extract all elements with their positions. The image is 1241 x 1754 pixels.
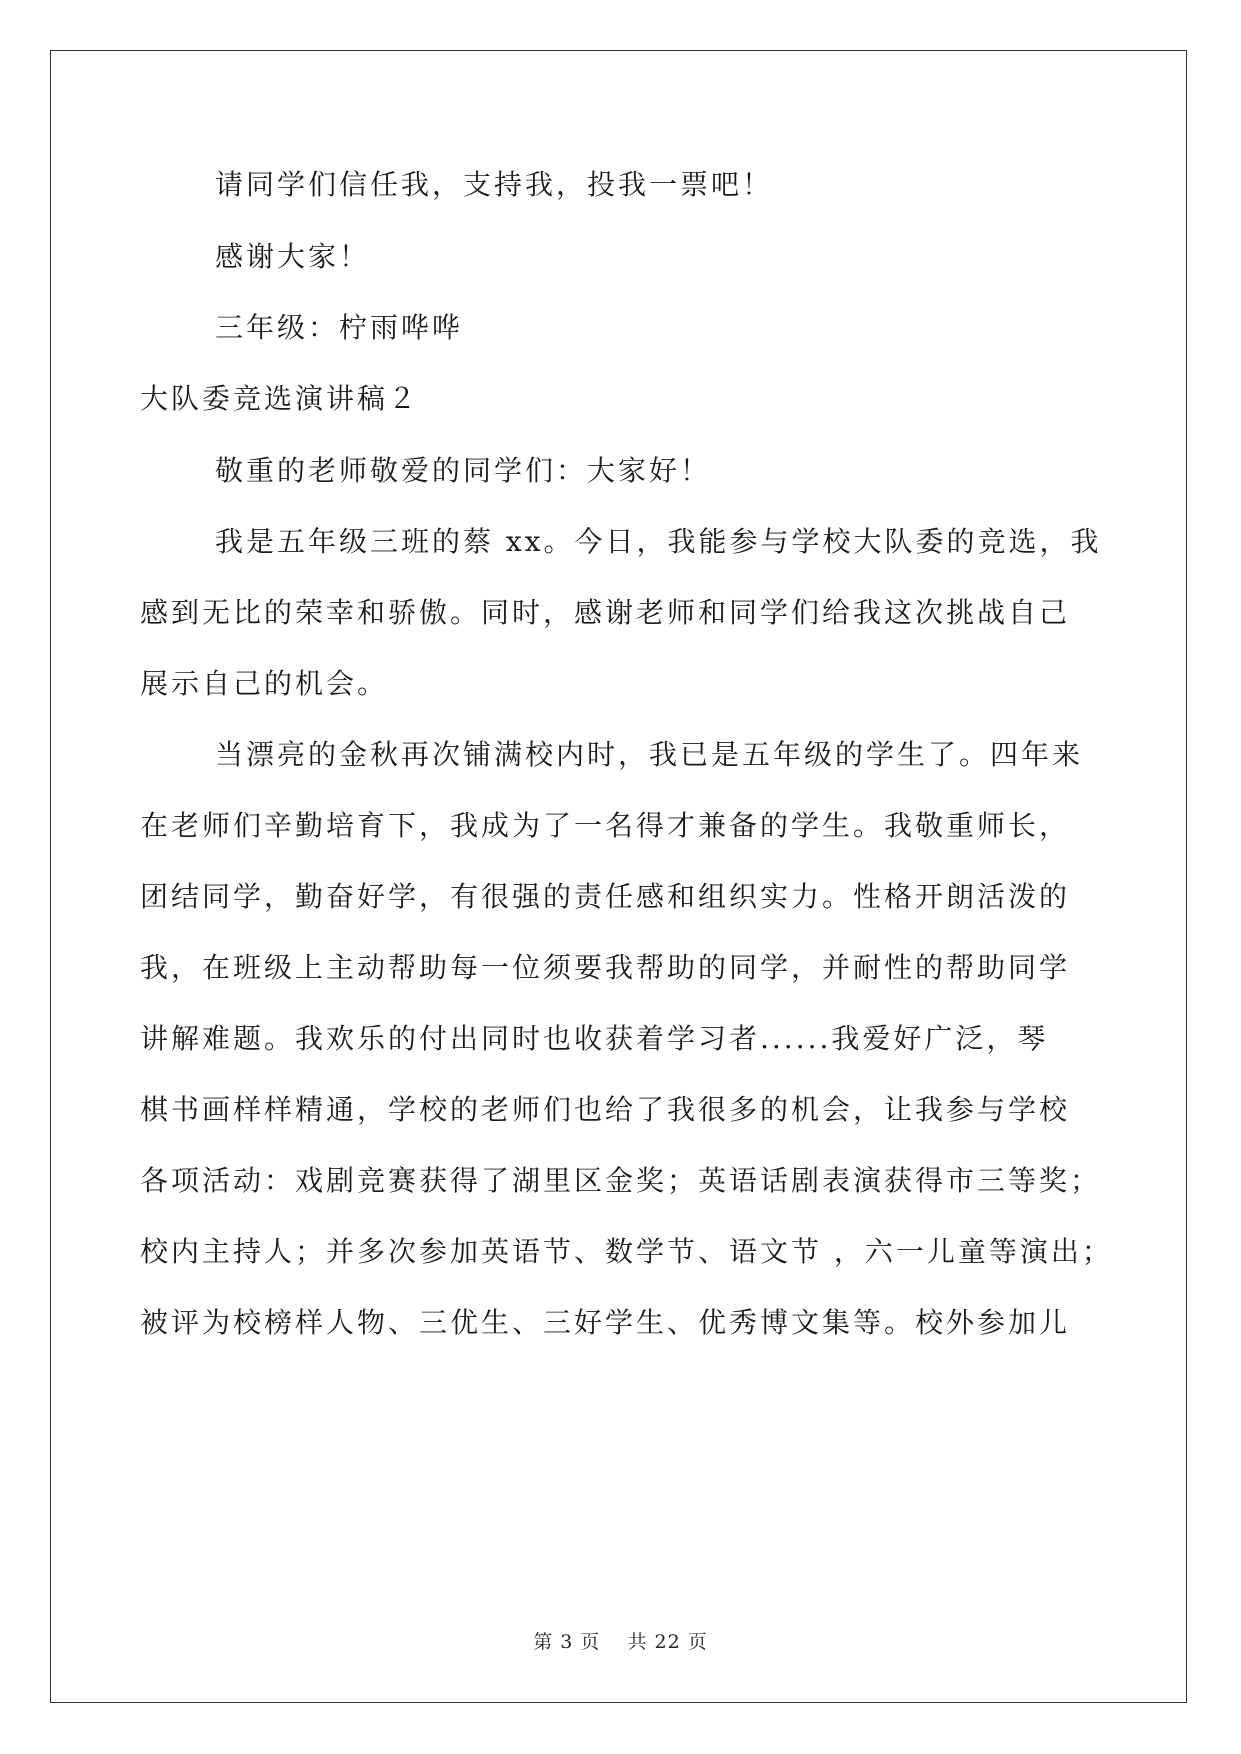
paragraph-line: 我是五年级三班的蔡 xx。今日，我能参与学校大队委的竞选，我 (215, 525, 1102, 558)
paragraph: 感谢大家！ (215, 240, 371, 273)
paragraph-line: 各项活动：戏剧竞赛获得了湖里区金奖；英语话剧表演获得市三等奖； (140, 1164, 1102, 1197)
paragraph-line: 被评为校榜样人物、三优生、三好学生、优秀博文集等。校外参加儿 (140, 1306, 1071, 1339)
paragraph-line: 讲解难题。我欢乐的付出同时也收获着学习者......我爱好广泛，琴 (140, 1022, 1049, 1055)
greeting: 敬重的老师敬爱的同学们：大家好！ (215, 454, 712, 487)
paragraph-line: 在老师们辛勤培育下，我成为了一名得才兼备的学生。我敬重师长， (140, 809, 1071, 842)
paragraph-line: 棋书画样样精通，学校的老师们也给了我很多的机会，让我参与学校 (140, 1093, 1071, 1126)
total-pages: 共 22 页 (627, 1631, 708, 1653)
paragraph-line: 团结同学，勤奋好学，有很强的责任感和组织实力。性格开朗活泼的 (140, 880, 1071, 913)
section-heading: 大队委竞选演讲稿２ (140, 382, 420, 415)
page-footer (0, 1627, 1241, 1654)
paragraph: 请同学们信任我，支持我，投我一票吧！ (215, 168, 774, 201)
signature-line: 三年级：柠雨哗哗 (215, 311, 464, 344)
page-number: 第 3 页 (533, 1631, 601, 1653)
paragraph-line: 校内主持人；并多次参加英语节、数学节、语文节 ，六一儿童等演出； (140, 1235, 1113, 1268)
paragraph-line: 当漂亮的金秋再次铺满校内时，我已是五年级的学生了。四年来 (215, 738, 1084, 771)
paragraph-line: 感到无比的荣幸和骄傲。同时，感谢老师和同学们给我这次挑战自己 (140, 596, 1071, 629)
paragraph-line: 展示自己的机会。 (140, 667, 389, 700)
paragraph-line: 我，在班级上主动帮助每一位须要我帮助的同学，并耐性的帮助同学 (140, 951, 1071, 984)
